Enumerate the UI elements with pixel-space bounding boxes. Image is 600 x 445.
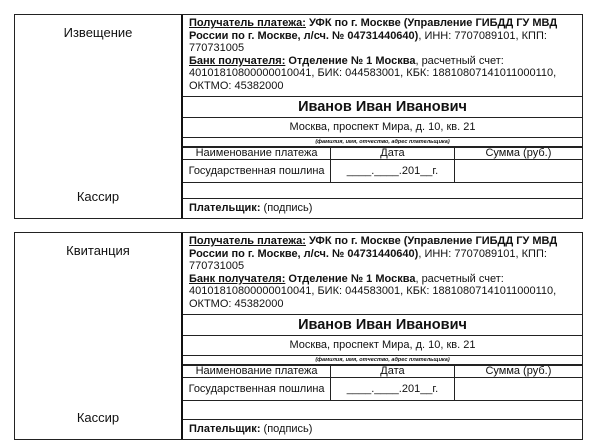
notice-block (14, 14, 583, 219)
date-cell: ____.____.201__г. (331, 159, 455, 182)
cashier-label: Кассир (76, 189, 120, 204)
bank-name: Отделение № 1 Москва (285, 54, 416, 67)
payer-name: Иванов Иван Иванович (183, 314, 582, 336)
receipt-title: Квитанция (66, 243, 130, 258)
recipient-label: Получатель платежа: (189, 235, 306, 247)
payer-address: Москва, проспект Мира, д. 10, кв. 21 (183, 118, 582, 138)
recipient-info (183, 15, 582, 93)
payer-caption: (фамилия, имя, отчество, адрес плательщика) (183, 356, 582, 365)
payer-label: Плательщик: (189, 202, 261, 214)
sum-cell (454, 159, 582, 182)
header-date: Дата (331, 365, 455, 377)
table-row (183, 159, 582, 182)
payer-caption: (фамилия, имя, отчество, адрес плательщика) (183, 138, 582, 147)
recipient-details: , ИНН: 7707089101, КПП: 770731005 (189, 247, 547, 273)
bank-details: , расчетный счет: 40101810800000010041, БИК: 044583001, КБК: 18810807141011000110, ОКТМО: 45382000 (189, 272, 557, 310)
notice-title: Извещение (63, 25, 133, 40)
recipient-name: УФК по г. Москве (Управление ГИБДД ГУ МВД России по г. Москве, л/сч. № 04731440640) (189, 235, 558, 260)
header-date: Дата (331, 147, 455, 159)
table-header-row (183, 365, 582, 377)
cashier-label: Кассир (76, 410, 120, 425)
payer-signature (183, 198, 582, 218)
payment-name-cell: Государственная пошлина (183, 159, 331, 182)
payment-table (183, 147, 582, 183)
bank-label: Банк получателя: (189, 54, 286, 67)
header-payment-name: Наименование платежа (183, 147, 331, 159)
payer-label: Плательщик: (189, 423, 261, 435)
recipient-name: УФК по г. Москве (Управление ГИБДД ГУ МВД России по г. Москве, л/сч. № 04731440640) (189, 17, 558, 42)
notice-left-column (15, 15, 181, 218)
notice-details (181, 15, 582, 218)
recipient-info (183, 233, 582, 311)
payer-signature (183, 419, 582, 439)
table-row (183, 377, 582, 400)
signature-label: (подпись) (260, 202, 313, 214)
payer-address: Москва, проспект Мира, д. 10, кв. 21 (183, 336, 582, 356)
bank-details: , расчетный счет: 40101810800000010041, БИК: 044583001, КБК: 18810807141011000110, ОКТМО: 45382000 (189, 54, 557, 92)
sum-cell (454, 377, 582, 400)
receipt-left-column (15, 233, 181, 439)
signature-label: (подпись) (260, 423, 313, 435)
payer-name: Иванов Иван Иванович (183, 96, 582, 118)
payment-name-cell: Государственная пошлина (183, 377, 331, 400)
recipient-label: Получатель платежа: (189, 17, 306, 29)
receipt-block (14, 232, 583, 440)
payment-table (183, 365, 582, 401)
date-cell: ____.____.201__г. (331, 377, 455, 400)
receipt-details (181, 233, 582, 439)
bank-label: Банк получателя: (189, 272, 286, 285)
bank-name: Отделение № 1 Москва (285, 272, 416, 285)
header-sum: Сумма (руб.) (454, 147, 582, 159)
header-sum: Сумма (руб.) (454, 365, 582, 377)
recipient-details: , ИНН: 7707089101, КПП: 770731005 (189, 29, 547, 55)
table-header-row (183, 147, 582, 159)
header-payment-name: Наименование платежа (183, 365, 331, 377)
